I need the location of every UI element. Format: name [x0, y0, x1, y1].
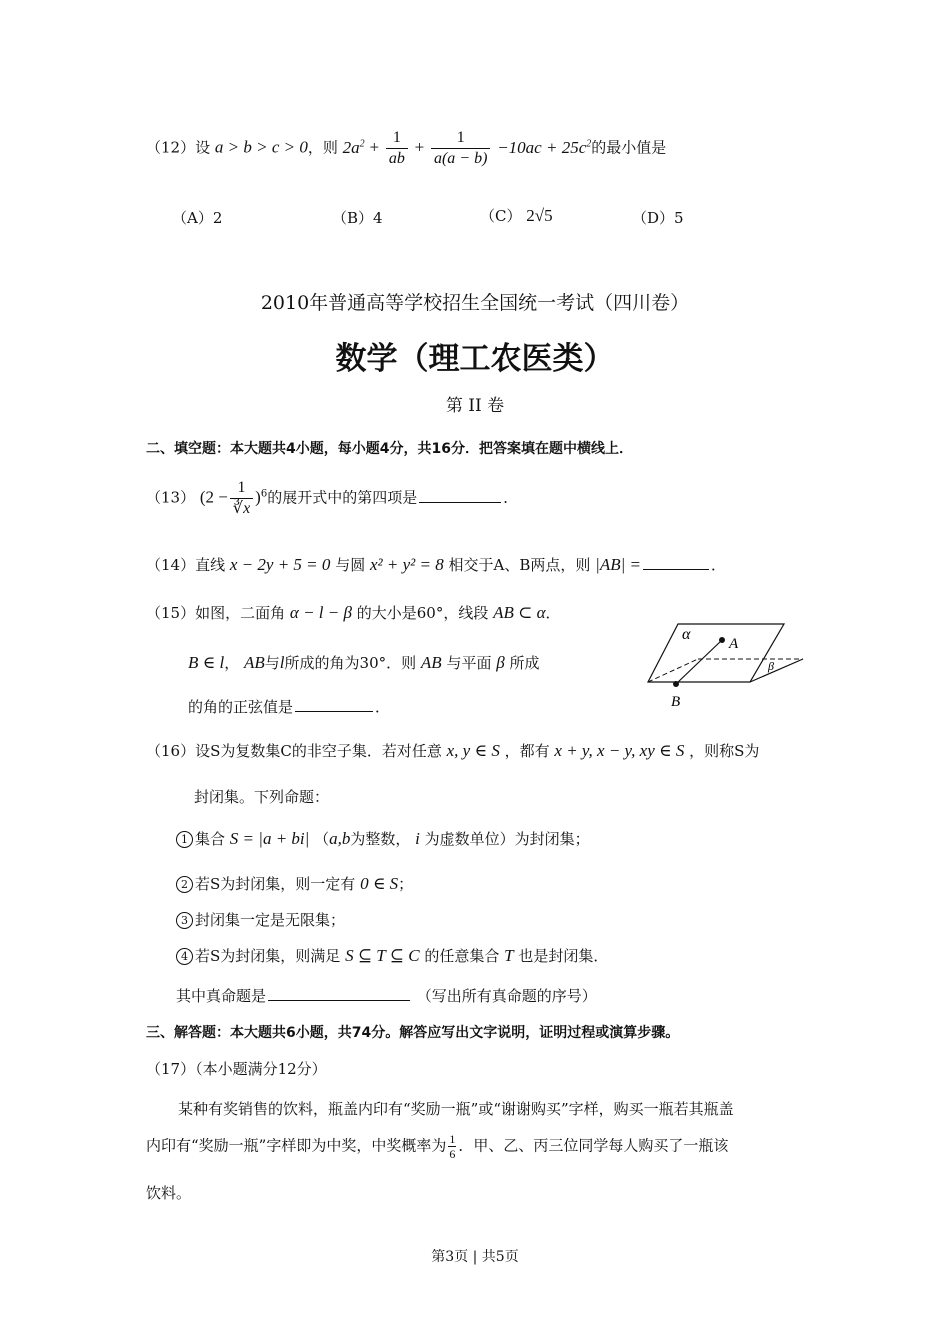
- q15-comma: ，: [224, 654, 240, 672]
- q15-end-2: ．: [375, 698, 391, 716]
- q16-item4-text-c: 也是封闭集．: [518, 947, 609, 965]
- q16-item4-subset: S ⊆ T ⊆ C: [345, 946, 420, 965]
- q12-choice-c-value: 2√5: [526, 206, 553, 225]
- q14-circle-equation: x² + y² = 8: [369, 555, 444, 574]
- q17-probability-fraction: $\frac{1}{6}$: [449, 1132, 456, 1161]
- q16-item-1: [176, 828, 590, 849]
- plus-sign: +: [414, 137, 425, 157]
- q16-answer-post: （写出所有真命题的序号）: [416, 987, 597, 1005]
- circled-number-2: 2: [176, 876, 193, 893]
- circled-number-3: 3: [176, 912, 193, 929]
- q13-end: ．: [503, 488, 519, 507]
- q15-end-1: ．: [545, 604, 561, 622]
- q16-item2-zero-in-s: 0 ∈ S: [360, 874, 399, 893]
- point-b: [673, 681, 679, 687]
- q12-fraction-2: $\frac{1}{a(a - b)}$: [431, 128, 490, 169]
- q15-text-a: 如图，二面角: [195, 604, 286, 622]
- q16-item4-t: T: [504, 946, 514, 965]
- label-alpha: α: [682, 626, 691, 643]
- q16-answer-line: [176, 985, 597, 1006]
- plane-beta-right-edge: [750, 659, 803, 682]
- q12-condition: a > b > c > 0: [214, 137, 308, 157]
- q12-fraction-1: $\frac{1}{ab}$: [386, 128, 408, 169]
- q16-text-a: 设S为复数集C的非空子集．若对任意: [195, 742, 442, 760]
- question-16-line2: 封闭集。下列命题：: [194, 788, 330, 806]
- q16-item1-text-c: 为虚数单位）为封闭集；: [424, 830, 590, 848]
- volume-label: 第 II 卷: [445, 396, 505, 416]
- q14-line-equation: x − 2y + 5 = 0: [229, 555, 331, 574]
- q16-item4-text-b: 的任意集合: [424, 947, 500, 965]
- question-16-line1: [146, 740, 759, 761]
- q13-number: （13）: [146, 488, 196, 507]
- q13-answer-blank[interactable]: [419, 488, 501, 503]
- label-b: B: [671, 694, 681, 710]
- exam-title: 2010年普通高等学校招生全国统一考试（四川卷）: [260, 292, 690, 314]
- question-15-line1: [146, 602, 561, 623]
- question-15-line3: [188, 696, 390, 717]
- q16-item1-i: i: [415, 829, 420, 848]
- q16-item1-text-a: 集合: [195, 830, 226, 848]
- q16-xy-in-s: x, y ∈ S: [446, 741, 500, 760]
- q17-text-b: ．甲、乙、丙三位同学每人购买了一瓶该: [458, 1136, 729, 1155]
- q13-open: (2 −: [199, 487, 228, 507]
- q17-number: （17）: [146, 1060, 196, 1078]
- q15-text-c: 所成的角为30°．则: [284, 654, 417, 672]
- q16-item1-ab: a,b: [329, 829, 351, 848]
- q16-item3-text: 封闭集一定是无限集；: [195, 911, 346, 929]
- q14-pre: 直线: [195, 556, 226, 574]
- q16-item1-text-b: 为整数，: [350, 830, 411, 848]
- question-13: [146, 478, 518, 519]
- label-a: A: [729, 636, 739, 652]
- q16-item1-paren: （: [314, 830, 330, 848]
- q15-l: l: [279, 653, 285, 672]
- q15-text-e: 所成: [509, 654, 540, 672]
- q17-paragraph-line3: 饮料。: [146, 1184, 192, 1202]
- q12-mid: ，则: [307, 138, 338, 157]
- point-a: [719, 637, 725, 643]
- q16-item-2: [176, 873, 413, 894]
- q14-number: （14）: [146, 556, 196, 574]
- q17-text-a: 内印有“奖励一瓶”字样即为中奖，中奖概率为: [146, 1136, 447, 1155]
- q16-text-b: ，都有: [504, 742, 550, 760]
- circled-number-1: 1: [176, 831, 193, 848]
- q12-choice-b: （B）4: [332, 209, 383, 227]
- q16-number: （16）: [146, 742, 196, 760]
- q12-choice-a: （A）2: [172, 209, 223, 227]
- q17-paragraph-line2: [146, 1132, 728, 1161]
- q15-text-b: 的大小是60°，线段: [356, 604, 489, 622]
- q12-choice-c: （C） 2√5: [480, 206, 553, 225]
- q12-choice-d: （D）5: [632, 209, 684, 227]
- segment-ab: [676, 640, 722, 684]
- section-2-heading: 二、填空题：本大题共4小题，每小题4分，共16分．把答案填在题中横线上．: [146, 441, 633, 457]
- subject-title: 数学（理工农医类）: [335, 341, 615, 377]
- q15-answer-blank[interactable]: [295, 697, 373, 712]
- q16-item2-text-a: 若S为封闭集，则一定有: [195, 875, 356, 893]
- q14-end: ．: [710, 556, 726, 574]
- q17-paragraph-line1: 某种有奖销售的饮料，瓶盖内印有“奖励一瓶”或“谢谢购买”字样，购买一瓶若其瓶盖: [178, 1100, 734, 1118]
- q15-number: （15）: [146, 604, 196, 622]
- question-12: [146, 128, 666, 169]
- label-beta: β: [768, 659, 774, 673]
- q12-number: （12）: [146, 138, 196, 157]
- q15-ab-2: AB: [420, 653, 442, 672]
- section-3-heading: 三、解答题：本大题共6小题，共74分。解答应写出文字说明，证明过程或演算步骤。: [146, 1025, 680, 1041]
- q16-answer-blank[interactable]: [268, 986, 410, 1001]
- q15-text-f: 的角的正弦值是: [188, 698, 294, 716]
- q15-segment: AB ⊂ α: [493, 603, 546, 622]
- circled-number-4: 4: [176, 948, 193, 965]
- q14-ab: |AB| =: [595, 555, 641, 574]
- dihedral-angle-figure: [640, 620, 810, 715]
- plane-alpha: [648, 624, 784, 682]
- q12-pre: 设: [195, 138, 211, 157]
- q15-text-d: 与平面: [446, 654, 492, 672]
- q13-fraction: $\frac{1}{∛x}$: [230, 478, 253, 519]
- q14-mid: 与圆: [335, 556, 366, 574]
- q16-item2-end: ；: [398, 875, 414, 893]
- plus-sign: +: [369, 137, 380, 157]
- q17-score: （本小题满分12分）: [195, 1060, 327, 1078]
- question-15-line2: [188, 652, 540, 673]
- q14-text: 相交于A、B两点，则: [448, 556, 591, 574]
- q16-text-c: ，则称S为: [689, 742, 760, 760]
- q13-close: ): [255, 487, 261, 507]
- q15-and: 与: [264, 654, 280, 672]
- q16-item-4: [176, 945, 608, 966]
- q16-operations: x + y, x − y, xy ∈ S: [554, 741, 685, 760]
- q16-item4-text-a: 若S为封闭集，则满足: [195, 947, 341, 965]
- page-footer: 第3页 | 共5页: [431, 1249, 519, 1265]
- q15-angle: α − l − β: [289, 603, 352, 622]
- q16-item1-set: S = |a + bi|: [229, 829, 310, 848]
- q15-b-in-l: B ∈ l: [188, 653, 225, 672]
- q15-beta: β: [496, 653, 505, 672]
- question-14: [146, 554, 726, 575]
- q12-suffix: 的最小值是: [591, 138, 667, 157]
- q16-item-3: [176, 909, 345, 930]
- q12-term1: $2a^2$: [342, 137, 365, 157]
- q12-tail: $-10ac + 25c^2$: [497, 137, 592, 157]
- question-17-header: [146, 1058, 327, 1079]
- q16-answer-pre: 其中真命题是: [176, 987, 267, 1005]
- q13-exponent: 6: [260, 488, 268, 500]
- q14-answer-blank[interactable]: [643, 555, 709, 570]
- q13-text: 的展开式中的第四项是: [267, 488, 418, 507]
- q15-ab-1: AB: [244, 653, 265, 672]
